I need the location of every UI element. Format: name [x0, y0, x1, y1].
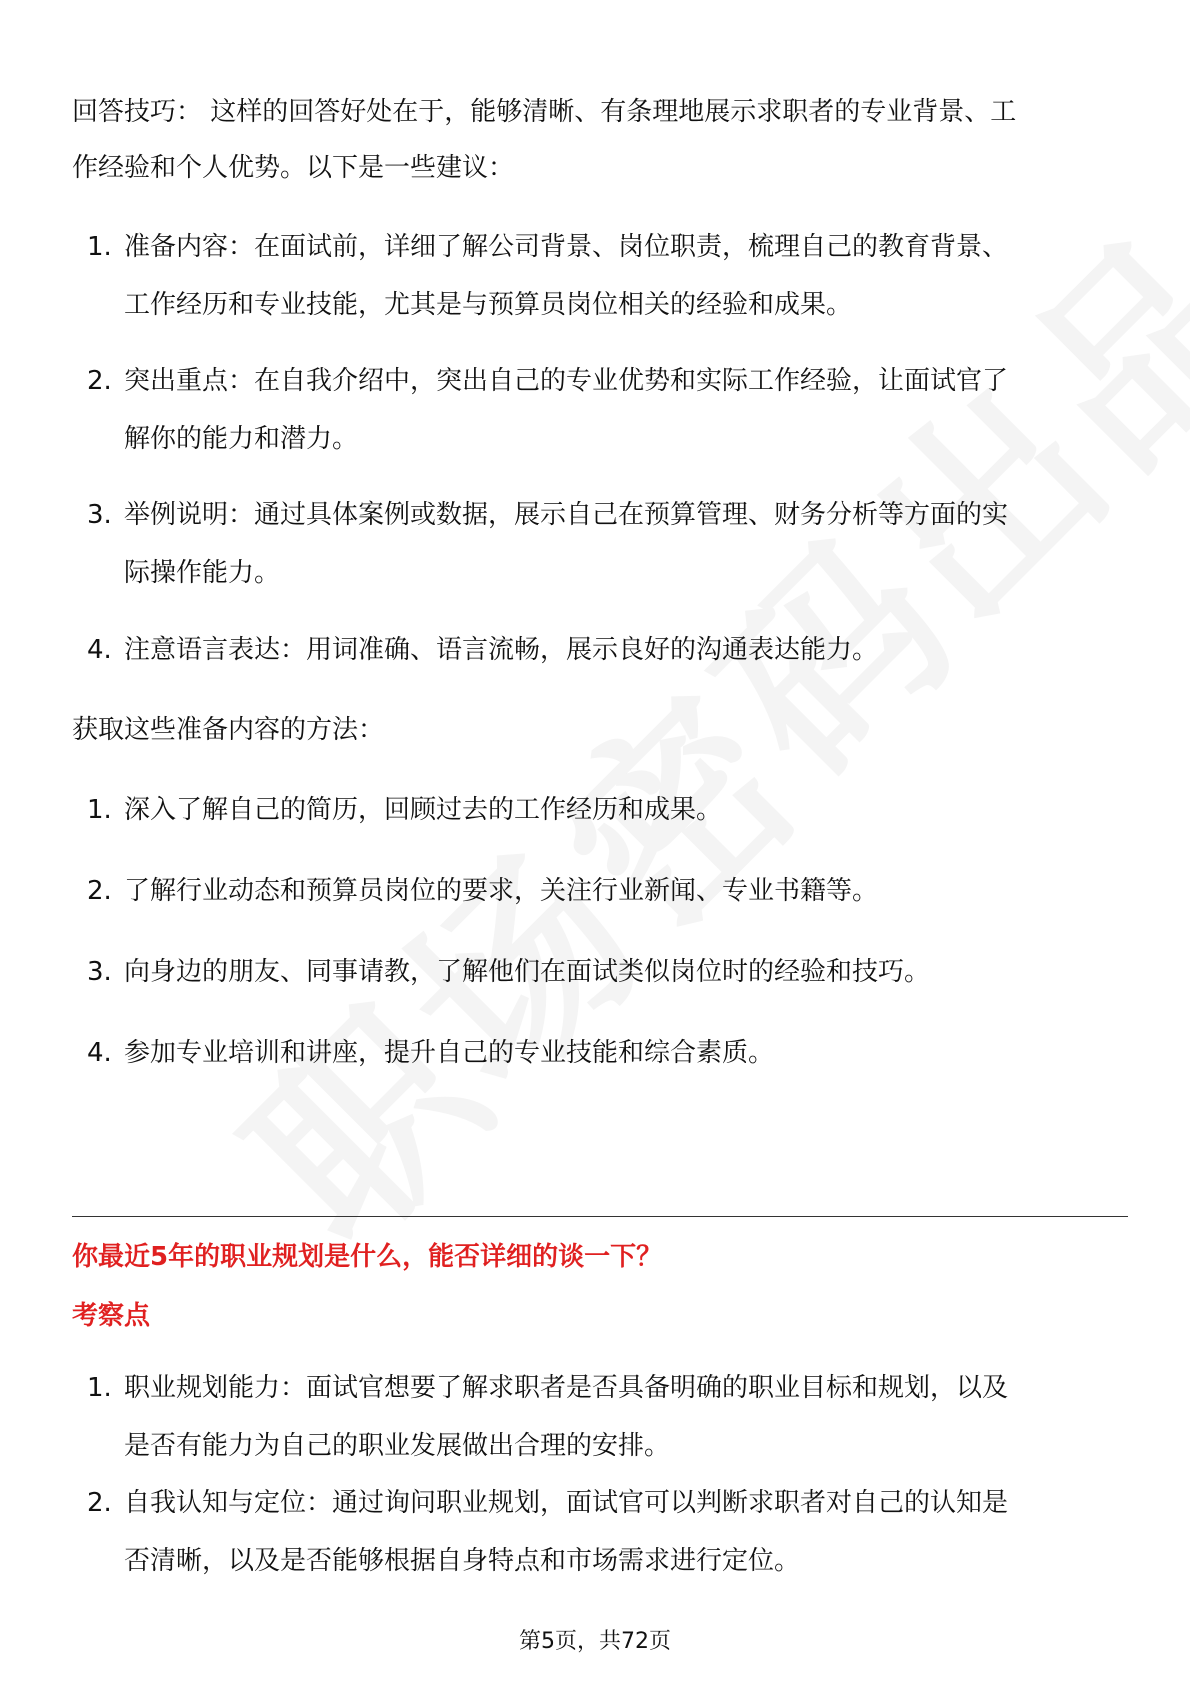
- question-title: 你最近5年的职业规划是什么，能否详细的谈一下？: [72, 1242, 663, 1272]
- tip-item-1: [72, 218, 1128, 334]
- tip-item-2: [72, 352, 1128, 468]
- list-text: 深入了解自己的简历，回顾过去的工作经历和成果。: [124, 795, 723, 825]
- list-text: 自我认知与定位：通过询问职业规划，面试官可以判断求职者对自己的认知是: [124, 1488, 1009, 1518]
- list-text: 职业规划能力：面试官想要了解求职者是否具备明确的职业目标和规划，以及: [124, 1373, 1009, 1403]
- method-item-4: [72, 1024, 1128, 1082]
- point-item-2: [72, 1474, 1128, 1590]
- list-number: 1.: [87, 795, 112, 825]
- intro-line-1: 回答技巧： 这样的回答好处在于，能够清晰、有条理地展示求职者的专业背景、工: [72, 97, 1017, 127]
- list-text: 是否有能力为自己的职业发展做出合理的安排。: [124, 1431, 671, 1461]
- list-text: 否清晰，以及是否能够根据自身特点和市场需求进行定位。: [124, 1546, 801, 1576]
- list-text: 突出重点：在自我介绍中，突出自己的专业优势和实际工作经验，让面试官了: [124, 366, 1009, 396]
- list-number: 3.: [87, 957, 112, 987]
- list-text: 解你的能力和潜力。: [124, 424, 359, 454]
- list-text: 举例说明：通过具体案例或数据，展示自己在预算管理、财务分析等方面的实: [124, 500, 1009, 530]
- intro-paragraph: [72, 84, 1128, 196]
- list-text: 向身边的朋友、同事请教，了解他们在面试类似岗位时的经验和技巧。: [124, 957, 931, 987]
- kaocha-heading: 考察点: [72, 1301, 151, 1331]
- intro-line-2: 作经验和个人优势。以下是一些建议：: [72, 153, 515, 183]
- list-text: 准备内容：在面试前，详细了解公司背景、岗位职责，梳理自己的教育背景、: [124, 232, 1009, 262]
- list-number: 3.: [87, 500, 112, 530]
- tip-item-4: [72, 621, 1128, 679]
- method-item-1: [72, 781, 1128, 839]
- method-item-3: [72, 943, 1128, 1001]
- list-number: 4.: [87, 1038, 112, 1068]
- list-text: 了解行业动态和预算员岗位的要求，关注行业新闻、专业书籍等。: [124, 876, 879, 906]
- list-number: 2.: [87, 876, 112, 906]
- list-text: 参加专业培训和讲座，提升自己的专业技能和综合素质。: [124, 1038, 775, 1068]
- method-item-2: [72, 862, 1128, 920]
- list-text: 注意语言表达：用词准确、语言流畅，展示良好的沟通表达能力。: [124, 635, 879, 665]
- list-number: 1.: [87, 232, 112, 262]
- list-number: 4.: [87, 635, 112, 665]
- tip-item-3: [72, 486, 1128, 602]
- list-number: 2.: [87, 366, 112, 396]
- list-number: 2.: [87, 1488, 112, 1518]
- list-text: 工作经历和专业技能，尤其是与预算员岗位相关的经验和成果。: [124, 290, 853, 320]
- page-footer: 第5页，共72页: [519, 1629, 671, 1654]
- point-item-1: [72, 1359, 1128, 1475]
- list-number: 1.: [87, 1373, 112, 1403]
- methods-heading: 获取这些准备内容的方法：: [72, 715, 385, 745]
- list-text: 际操作能力。: [124, 558, 281, 588]
- section-divider: [72, 1216, 1128, 1217]
